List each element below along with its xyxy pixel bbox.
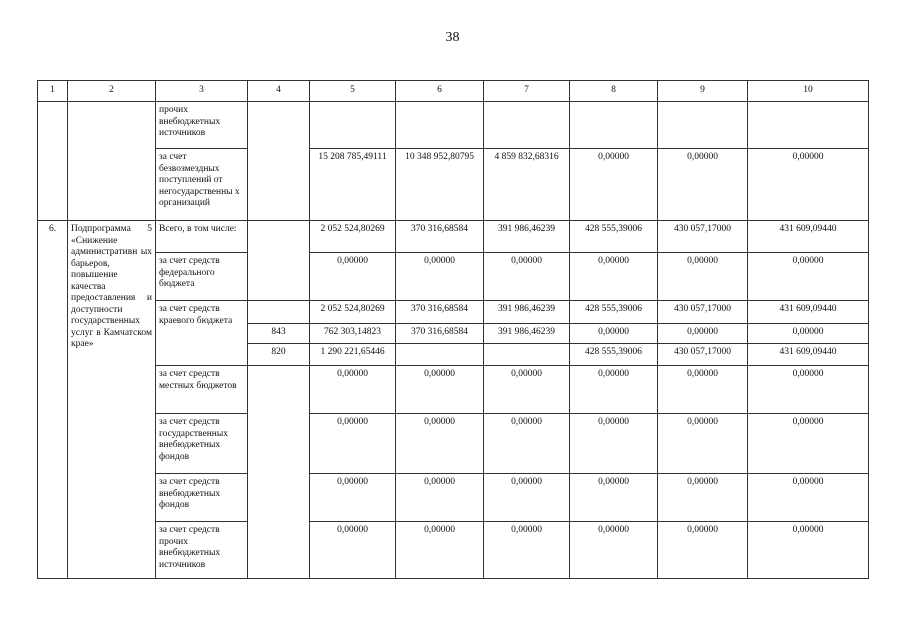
- value-cell: 0,00000: [570, 474, 658, 522]
- value-cell: 0,00000: [310, 474, 396, 522]
- value-cell: 428 555,39006: [570, 301, 658, 324]
- code-cell: [248, 366, 310, 579]
- source-cell: за счет средств федерального бюджета: [156, 253, 248, 301]
- value-cell: 0,00000: [484, 474, 570, 522]
- value-cell: [748, 102, 869, 149]
- value-cell: 0,00000: [570, 522, 658, 579]
- value-cell: 4 859 832,68316: [484, 149, 570, 221]
- value-cell: 370 316,68584: [396, 221, 484, 253]
- code-cell: 820: [248, 344, 310, 366]
- value-cell: 0,00000: [484, 366, 570, 414]
- value-cell: 0,00000: [748, 149, 869, 221]
- value-cell: 430 057,17000: [658, 221, 748, 253]
- source-cell: прочих внебюджетных источников: [156, 102, 248, 149]
- value-cell: 431 609,09440: [748, 221, 869, 253]
- value-cell: 391 986,46239: [484, 324, 570, 344]
- table-row: [38, 474, 869, 522]
- value-cell: 0,00000: [658, 366, 748, 414]
- subprogram-name: Подпрограмма 5 «Снижение административн ых барьеров, повышение качества предоставления и доступности государственных услуг в Камчатском крае»: [68, 221, 156, 579]
- name-cell: [68, 102, 156, 221]
- value-cell: 0,00000: [570, 414, 658, 474]
- budget-table: [37, 80, 869, 579]
- header-cell: 10: [748, 81, 869, 102]
- value-cell: 0,00000: [570, 253, 658, 301]
- value-cell: 0,00000: [484, 253, 570, 301]
- header-cell: 1: [38, 81, 68, 102]
- table-row: [38, 366, 869, 414]
- value-cell: 0,00000: [658, 522, 748, 579]
- value-cell: 0,00000: [310, 253, 396, 301]
- value-cell: 430 057,17000: [658, 301, 748, 324]
- value-cell: 0,00000: [748, 366, 869, 414]
- header-cell: 6: [396, 81, 484, 102]
- value-cell: 0,00000: [396, 474, 484, 522]
- value-cell: [484, 344, 570, 366]
- table-row: [38, 102, 869, 149]
- header-cell: 7: [484, 81, 570, 102]
- value-cell: 0,00000: [310, 414, 396, 474]
- value-cell: 0,00000: [658, 324, 748, 344]
- value-cell: 0,00000: [310, 522, 396, 579]
- value-cell: 0,00000: [396, 253, 484, 301]
- value-cell: 762 303,14823: [310, 324, 396, 344]
- number-cell: [38, 102, 68, 221]
- value-cell: 0,00000: [748, 522, 869, 579]
- value-cell: 370 316,68584: [396, 324, 484, 344]
- value-cell: 0,00000: [748, 253, 869, 301]
- value-cell: [570, 102, 658, 149]
- value-cell: 0,00000: [484, 414, 570, 474]
- value-cell: 1 290 221,65446: [310, 344, 396, 366]
- source-cell: за счет средств местных бюджетов: [156, 366, 248, 414]
- value-cell: 0,00000: [658, 414, 748, 474]
- value-cell: 0,00000: [748, 474, 869, 522]
- value-cell: 430 057,17000: [658, 344, 748, 366]
- source-cell: за счет средств краевого бюджета: [156, 301, 248, 366]
- value-cell: 10 348 952,80795: [396, 149, 484, 221]
- table-row: [38, 301, 869, 324]
- header-row: [38, 81, 869, 102]
- source-cell: Всего, в том числе:: [156, 221, 248, 253]
- header-cell: 9: [658, 81, 748, 102]
- value-cell: 0,00000: [658, 253, 748, 301]
- value-cell: 428 555,39006: [570, 344, 658, 366]
- header-cell: 3: [156, 81, 248, 102]
- value-cell: [396, 344, 484, 366]
- value-cell: [396, 102, 484, 149]
- value-cell: 0,00000: [396, 522, 484, 579]
- value-cell: 0,00000: [570, 366, 658, 414]
- header-cell: 4: [248, 81, 310, 102]
- table-row: [38, 522, 869, 579]
- code-cell: [248, 221, 310, 301]
- source-cell: за счет средств внебюджетных фондов: [156, 474, 248, 522]
- value-cell: 2 052 524,80269: [310, 221, 396, 253]
- table-row: [38, 414, 869, 474]
- value-cell: 0,00000: [396, 366, 484, 414]
- source-cell: за счет безвозмездных поступлений от негосударственны х организаций: [156, 149, 248, 221]
- value-cell: 2 052 524,80269: [310, 301, 396, 324]
- value-cell: 431 609,09440: [748, 344, 869, 366]
- code-cell: [248, 301, 310, 324]
- table-row: [38, 221, 869, 253]
- header-cell: 5: [310, 81, 396, 102]
- value-cell: 428 555,39006: [570, 221, 658, 253]
- page-number: 38: [445, 30, 460, 45]
- subprogram-number: 6.: [38, 221, 68, 579]
- code-cell: [248, 102, 310, 221]
- value-cell: 0,00000: [658, 474, 748, 522]
- value-cell: 370 316,68584: [396, 301, 484, 324]
- value-cell: [310, 102, 396, 149]
- source-cell: за счет средств государственных внебюджетных фондов: [156, 414, 248, 474]
- value-cell: 0,00000: [310, 366, 396, 414]
- value-cell: 391 986,46239: [484, 221, 570, 253]
- value-cell: 431 609,09440: [748, 301, 869, 324]
- header-cell: 8: [570, 81, 658, 102]
- table-row: [38, 149, 869, 221]
- value-cell: 15 208 785,49111: [310, 149, 396, 221]
- value-cell: 391 986,46239: [484, 301, 570, 324]
- table-row: [38, 253, 869, 301]
- header-cell: 2: [68, 81, 156, 102]
- value-cell: 0,00000: [570, 324, 658, 344]
- value-cell: 0,00000: [570, 149, 658, 221]
- source-cell: за счет средств прочих внебюджетных источников: [156, 522, 248, 579]
- code-cell: 843: [248, 324, 310, 344]
- value-cell: 0,00000: [658, 149, 748, 221]
- value-cell: 0,00000: [748, 414, 869, 474]
- value-cell: 0,00000: [484, 522, 570, 579]
- value-cell: 0,00000: [748, 324, 869, 344]
- value-cell: [484, 102, 570, 149]
- value-cell: 0,00000: [396, 414, 484, 474]
- value-cell: [658, 102, 748, 149]
